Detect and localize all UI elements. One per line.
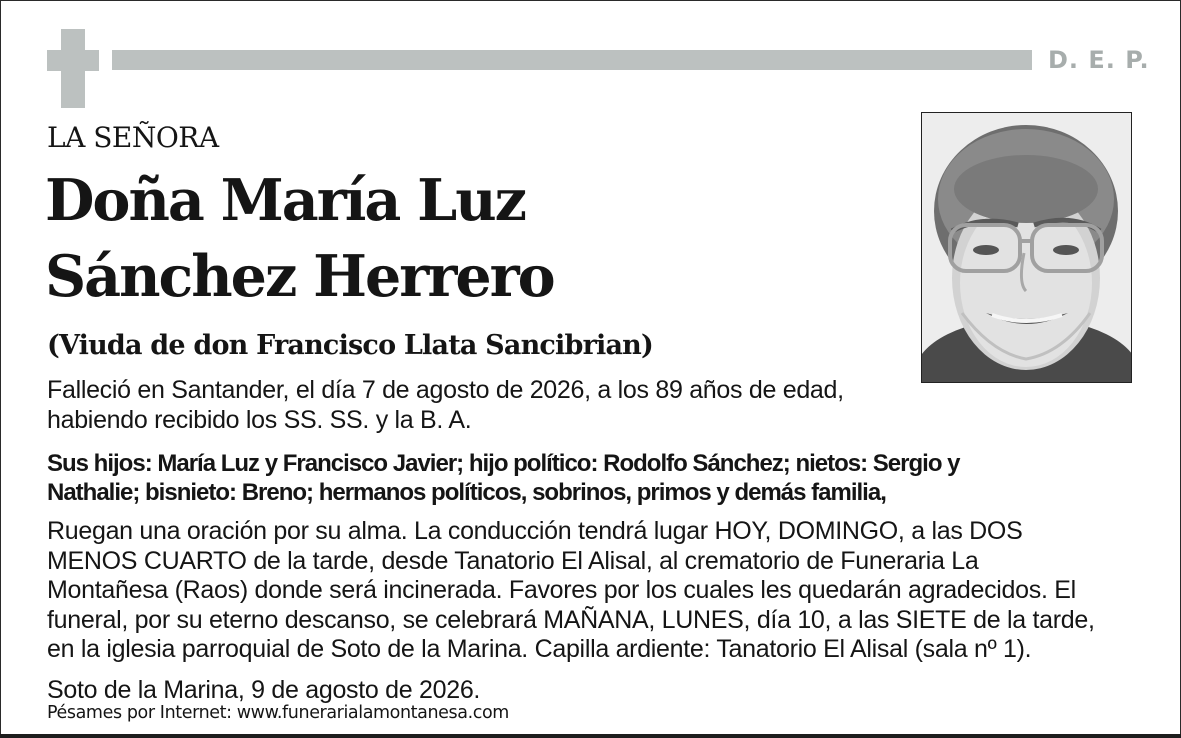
condolences-website: Pésames por Internet: www.funerarialamontanesa.com <box>47 703 509 723</box>
arrangements-line: en la iglesia parroquial de Soto de la Marina. Capilla ardiente: Tanatorio El Alisal (sala nº 1). <box>47 635 1032 663</box>
header-bar <box>112 50 1032 70</box>
arrangements-line: funeral, por su eterno descanso, se celebrará MAÑANA, LUNES, día 10, a las SIETE de la tarde, <box>47 605 1095 634</box>
cross-horizontal <box>47 50 99 71</box>
name-line-1: Doña María Luz <box>45 167 526 234</box>
honorific-prefix: LA SEÑORA <box>47 121 219 154</box>
death-notice <box>47 376 1147 435</box>
spouse-note: (Viuda de don Francisco Llata Sancibrian) <box>47 330 653 361</box>
bottom-rule <box>0 734 1181 738</box>
arrangements-line: Ruegan una oración por su alma. La conducción tendrá lugar HOY, DOMINGO, a las DOS <box>47 517 1023 545</box>
name-line-2: Sánchez Herrero <box>45 243 554 310</box>
family-line: Nathalie; bisnieto: Breno; hermanos políticos, sobrinos, primos y demás familia, <box>47 479 886 506</box>
deceased-name <box>45 163 554 315</box>
family-list <box>47 449 1147 507</box>
death-notice-line: Falleció en Santander, el día 7 de agosto de 2026, a los 89 años de edad, <box>47 376 844 404</box>
place-date: Soto de la Marina, 9 de agosto de 2026. <box>47 676 481 704</box>
dep-label: D. E. P. <box>1048 46 1150 74</box>
funeral-arrangements <box>47 517 1147 665</box>
family-line: Sus hijos: María Luz y Francisco Javier; hijo político: Rodolfo Sánchez; nietos: Sergio y <box>47 450 960 477</box>
death-notice-line: habiendo recibido los SS. SS. y la B. A. <box>47 405 472 434</box>
portrait-image <box>922 113 1131 382</box>
arrangements-line: Montañesa (Raos) donde será incinerada. Favores por los cuales les quedarán agradecidos. El <box>47 576 1076 604</box>
portrait-photo <box>921 112 1132 383</box>
arrangements-line: MENOS CUARTO de la tarde, desde Tanatorio El Alisal, al crematorio de Funeraria La <box>47 546 979 575</box>
